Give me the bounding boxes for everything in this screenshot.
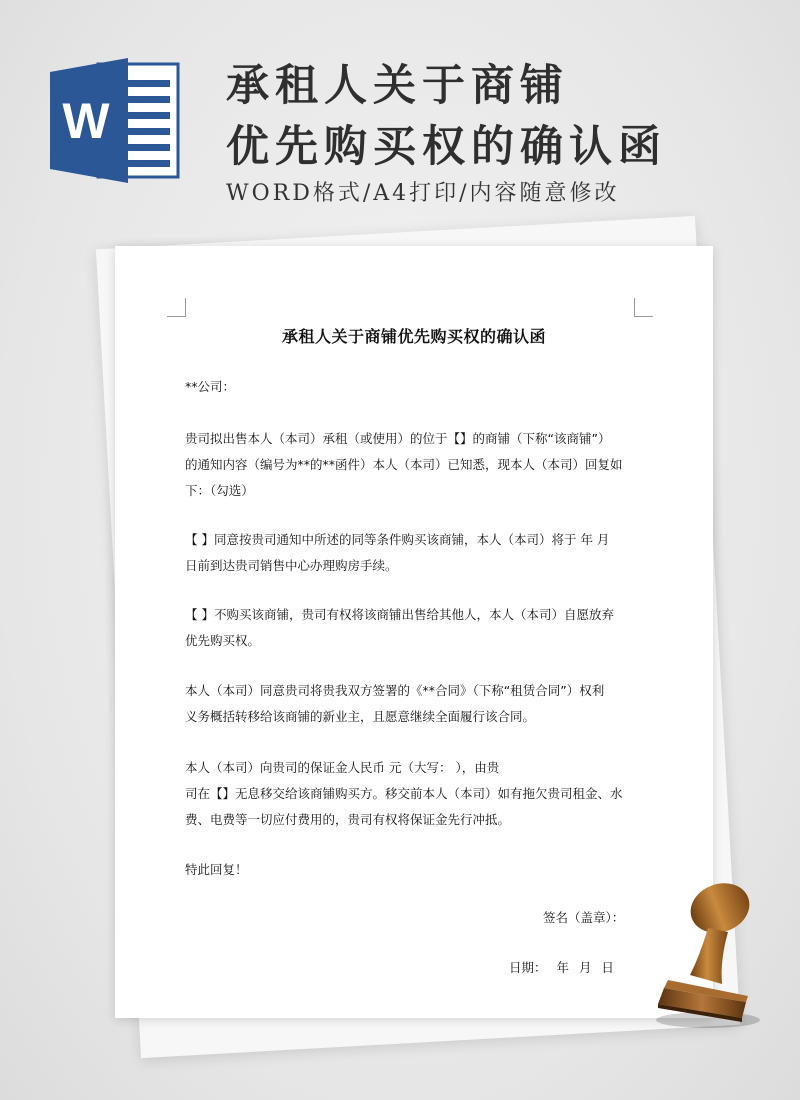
paragraph-line: 义务概括转移给该商铺的新业主，且愿意继续全面履行该合同。	[185, 709, 536, 724]
paragraph-line: 【 】同意按贵司通知中所述的同等条件购买该商铺，本人（本司）将于 年 月	[185, 532, 610, 547]
banner-subtitle: WORD格式/A4打印/内容随意修改	[226, 181, 620, 206]
paragraph-notice	[185, 426, 640, 504]
word-icon-letter: W	[62, 93, 110, 149]
signature-line: 签名（盖章）：	[543, 910, 625, 925]
closing	[185, 857, 640, 883]
paragraph-contract-transfer	[185, 678, 640, 730]
paragraph-line: 司在【】无息移交给该商铺购买方。移交前本人（本司）如有拖欠贵司租金、水	[185, 786, 623, 801]
paragraph-line: 本人（本司）向贵司的保证金人民币 元（大写： ），由贵	[185, 760, 500, 775]
paragraph-option-decline	[185, 602, 640, 654]
paragraph-option-purchase	[185, 527, 640, 579]
salutation-text: **公司：	[185, 379, 236, 394]
paragraph-line: 日前到达贵司销售中心办理购房手续。	[185, 558, 398, 573]
paragraph-line: 贵司拟出售本人（本司）承租（或使用）的位于【】的商铺（下称“该商铺”）	[185, 431, 611, 446]
paragraph-line: 费、电费等一切应付费用的，贵司有权将保证金先行冲抵。	[185, 812, 511, 827]
paragraph-line: 的通知内容（编号为**的**函件）本人（本司）已知悉，现本人（本司）回复如	[185, 457, 623, 472]
date-line: 日期： 年 月 日	[509, 960, 614, 975]
page-corner-mark	[167, 298, 186, 317]
paragraph-deposit	[185, 755, 640, 833]
document-title: 承租人关于商铺优先购买权的确认函	[281, 327, 546, 346]
salutation	[185, 374, 640, 400]
document-page	[115, 246, 713, 1018]
page-corner-mark	[634, 298, 653, 317]
header-banner	[0, 0, 800, 220]
paragraph-line: 本人（本司）同意贵司将贵我双方签署的《**合同》（下称“租赁合同”）权利	[185, 683, 605, 698]
banner-title-line1: 承租人关于商铺	[226, 61, 569, 111]
paragraph-line: 【 】不购买该商铺，贵司有权将该商铺出售给其他人，本人（本司）自愿放弃	[185, 607, 614, 622]
paragraph-line: 优先购买权。	[185, 633, 261, 648]
banner-title-line2: 优先购买权的确认函	[226, 122, 667, 172]
rubber-stamp-icon	[650, 880, 770, 1030]
closing-text: 特此回复！	[185, 862, 248, 877]
paragraph-line: 下：（勾选）	[185, 483, 254, 498]
word-icon	[50, 58, 180, 183]
